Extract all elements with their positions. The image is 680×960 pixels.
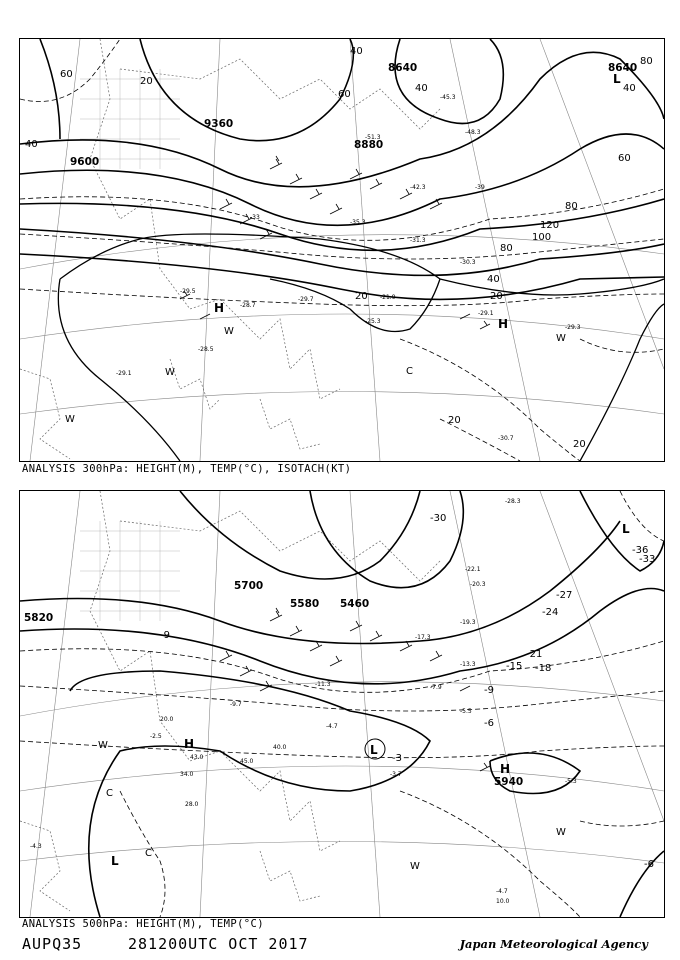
- isotach-label: 20: [448, 415, 461, 426]
- station-temp: -31.3: [410, 237, 426, 244]
- cold-region: C: [406, 366, 413, 377]
- isotherm-label: -27: [556, 590, 573, 601]
- height-label: 5940: [494, 776, 524, 788]
- station-temp: -9.7: [230, 701, 242, 708]
- station-temp: -45.3: [440, 94, 456, 101]
- isotherm-label: -18: [535, 663, 552, 674]
- map-500hpa: [20, 491, 664, 917]
- station-temp: 40.0: [273, 744, 287, 751]
- low-pressure-marker: L: [622, 522, 630, 536]
- chart-300hpa: [19, 38, 665, 462]
- isotach-label: 80: [565, 201, 578, 212]
- terrain-grid: [80, 69, 180, 169]
- station-temp: 34.0: [180, 771, 194, 778]
- station-temp: 10.0: [496, 898, 510, 905]
- isotach-label: 80: [640, 56, 653, 67]
- warm-region: W: [98, 740, 108, 751]
- station-temp: -28.5: [198, 346, 214, 353]
- station-temp: -48.3: [465, 129, 481, 136]
- caption-300hpa: ANALYSIS 300hPa: HEIGHT(M), TEMP(°C), ISOTACH(KT): [22, 463, 352, 475]
- low-pressure-marker: L: [111, 854, 119, 868]
- isotach-label: 20: [490, 291, 503, 302]
- cold-region: C: [106, 788, 113, 799]
- high-pressure-marker: H: [500, 762, 511, 776]
- height-label: 8640: [388, 62, 418, 74]
- station-temp: -7.9: [430, 684, 442, 691]
- warm-region: W: [165, 367, 175, 378]
- station-temp: -5.3: [565, 778, 577, 785]
- station-temp: -25.3: [365, 318, 381, 325]
- station-temp: -29.5: [180, 288, 196, 295]
- station-temp: -5.5: [460, 708, 472, 715]
- station-temp: -2.5: [150, 733, 162, 740]
- station-temp: -20.3: [470, 581, 486, 588]
- station-temp: -4.7: [326, 723, 338, 730]
- height-label: 5700: [234, 580, 264, 592]
- isotach-label: 60: [338, 89, 351, 100]
- isotherm-label: -33: [639, 554, 656, 565]
- warm-region: W: [65, 414, 75, 425]
- analysis-time: 281200UTC OCT 2017: [128, 935, 309, 953]
- cold-region: C: [145, 848, 152, 859]
- station-temp: -39: [475, 184, 485, 191]
- caption-500hpa: ANALYSIS 500hPa: HEIGHT(M), TEMP(°C): [22, 918, 264, 930]
- station-temp: 20.0: [160, 716, 174, 723]
- station-temp: -35.3: [350, 219, 366, 226]
- bulletin-code: AUPQ35: [22, 935, 83, 953]
- station-temp: -30.7: [498, 435, 514, 442]
- isotach-label: 80: [500, 243, 513, 254]
- temp-isotherms: [20, 39, 664, 461]
- isotherm-label: -9: [484, 685, 494, 696]
- station-temp: -28.7: [240, 302, 256, 309]
- isotach-lines: [58, 234, 664, 461]
- height-label: 5580: [290, 598, 320, 610]
- isotherm-label: -6: [644, 859, 654, 870]
- isotherm-label: -15: [506, 661, 523, 672]
- isotherm-label: -21: [526, 649, 543, 660]
- station-temp: -3.7: [390, 771, 402, 778]
- height-label: 5460: [340, 598, 370, 610]
- isotherm-label: -30: [430, 513, 447, 524]
- isotherm-label: -6: [484, 718, 494, 729]
- isotach-label: 60: [60, 69, 73, 80]
- isotherm-label: -24: [542, 607, 559, 618]
- station-temp: -33: [250, 214, 260, 221]
- isotach-label: 40: [350, 46, 363, 57]
- station-temp: 45.0: [240, 758, 254, 765]
- low-pressure-marker: L: [613, 72, 621, 86]
- station-temp: -29.1: [478, 310, 494, 317]
- station-temp: -29.7: [298, 296, 314, 303]
- warm-region: W: [224, 326, 234, 337]
- height-label: 5820: [24, 612, 54, 624]
- high-pressure-marker: H: [498, 317, 509, 331]
- station-temp: -13.3: [460, 661, 476, 668]
- isotach-label: 40: [415, 83, 428, 94]
- isotach-label: 100: [532, 232, 552, 243]
- station-temp: -30.3: [460, 259, 476, 266]
- station-temp: -51.3: [365, 134, 381, 141]
- height-label: 9600: [70, 156, 100, 168]
- station-temp: -17.3: [415, 634, 431, 641]
- station-temp: 43.0: [190, 754, 204, 761]
- station-temp: -28.3: [505, 498, 521, 505]
- high-pressure-marker: H: [214, 301, 225, 315]
- agency-name: Japan Meteorological Agency: [459, 937, 648, 951]
- height-label: 8640: [608, 62, 638, 74]
- station-temp: -22.1: [465, 566, 481, 573]
- isotherm-label: -9: [160, 630, 170, 641]
- height-label: 9360: [204, 118, 234, 130]
- station-temp: -29.3: [565, 324, 581, 331]
- warm-region: W: [556, 827, 566, 838]
- station-temp: -42.3: [410, 184, 426, 191]
- graticule: [20, 39, 664, 461]
- isotach-label: 20: [140, 76, 153, 87]
- isotach-label: 120: [540, 220, 560, 231]
- station-temp: 28.0: [185, 801, 199, 808]
- station-temp: -4.7: [496, 888, 508, 895]
- isotach-label: 40: [623, 83, 636, 94]
- isotach-label: 20: [355, 291, 368, 302]
- isotach-label: 40: [487, 274, 500, 285]
- map-300hpa: [20, 39, 664, 461]
- height-label: 8880: [354, 139, 384, 151]
- high-pressure-marker: H: [184, 737, 195, 751]
- wind-barbs: [180, 156, 490, 329]
- isotach-label: 20: [573, 439, 586, 450]
- warm-region: W: [410, 861, 420, 872]
- height-contours: [20, 39, 664, 299]
- isotach-label: 40: [25, 139, 38, 150]
- low-pressure-marker: L: [370, 743, 378, 757]
- station-temp: -11.3: [315, 681, 331, 688]
- chart-500hpa: [19, 490, 665, 918]
- warm-region: W: [556, 333, 566, 344]
- isotherm-label: -3: [392, 753, 402, 764]
- station-temp: -29.1: [116, 370, 132, 377]
- station-temp: -19.3: [460, 619, 476, 626]
- station-temp: -21.9: [380, 294, 396, 301]
- station-temp: -4.3: [30, 843, 42, 850]
- isotherm-label: -36: [632, 545, 649, 556]
- isotach-label: 60: [618, 153, 631, 164]
